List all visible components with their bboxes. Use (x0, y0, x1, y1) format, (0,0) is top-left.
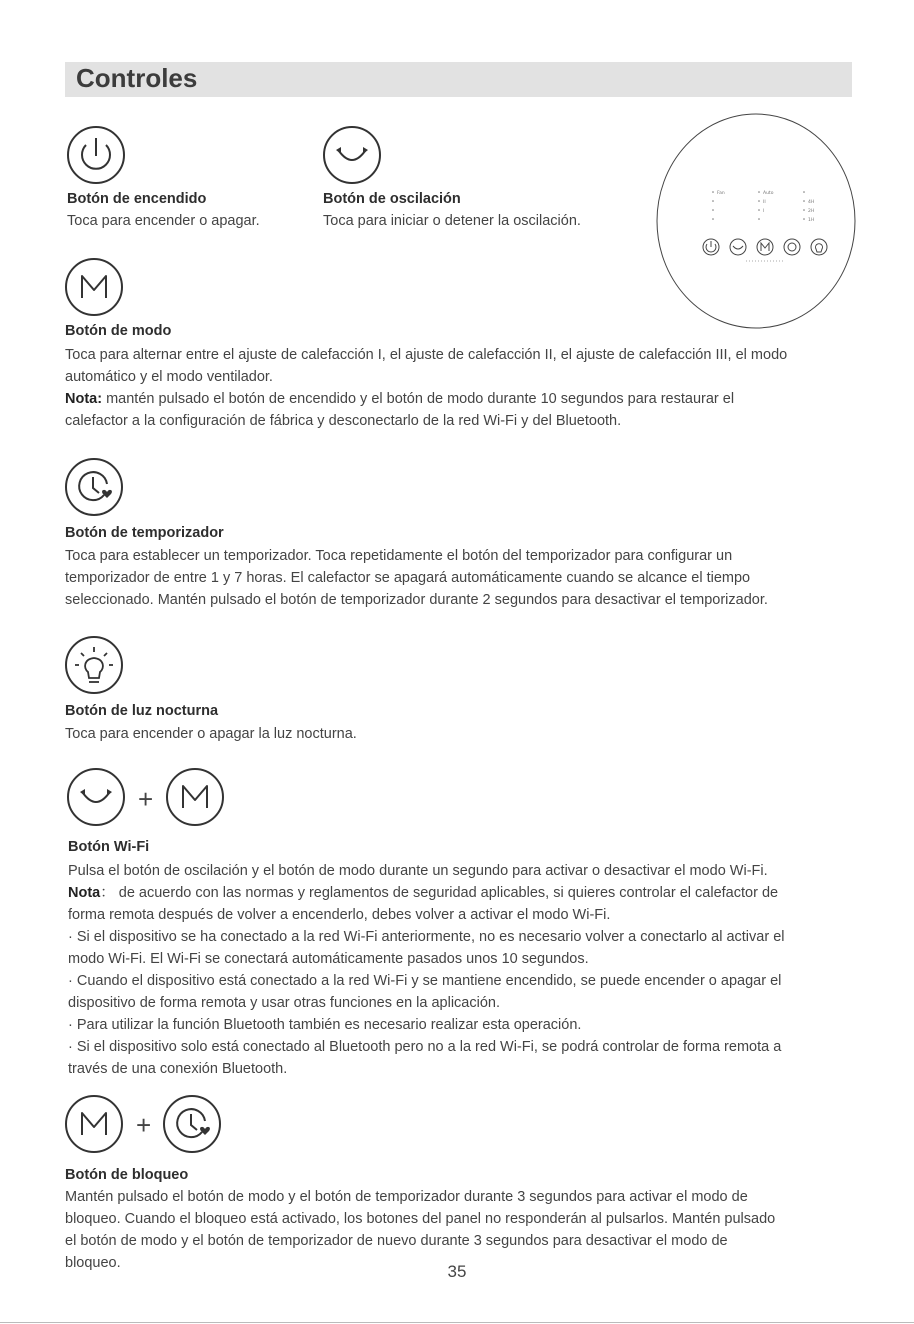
panel-timer-button (784, 239, 800, 255)
oscillation-icon (322, 125, 382, 185)
timer-description: Toca para establecer un temporizador. Toca repetidamente el botón del temporizador para configurar un temporizador de entre 1 y 7 horas. El calefactor se apagará automáticamente cuando se alcance el tiempo seleccionado. Mantén pulsado el botón de temporizador durante 2 segundos para desactivar el temporizador. (65, 548, 768, 608)
power-text: Toca para encender o apagar. (67, 213, 260, 229)
wifi-description: Pulsa el botón de oscilación y el botón de modo durante un segundo para activar o desactivar el modo Wi-Fi. Nota： de acuerdo con las normas y reglamentos de seguridad aplicables, si quieres controlar el calefactor de forma remota después de volver a encenderlo, debes volver a activar el modo Wi-Fi. · Si el dispositivo se ha conectado a la red Wi-Fi anteriormente, no es necesario volver a conectarlo al activar el modo Wi-Fi. El Wi-Fi se conectará automáticamente pasados unos 10 segundos. · Cuando el dispositivo está conectado a la red Wi-Fi y se mantiene encendido, se puede encender o apagar el dispositivo de forma remota y usar otras funciones en la aplicación. · Para utilizar la función Bluetooth también es necesario realizar esta operación. · Si el dispositivo solo está conectado al Bluetooth pero no a la red Wi-Fi, se podrá controlar de forma remota a través de una conexión Bluetooth. (68, 863, 785, 1077)
timer-icon (162, 1094, 222, 1154)
mode-description: Toca para alternar entre el ajuste de calefacción I, el ajuste de calefacción II, el ajuste de calefacción III, el modo automático y el modo ventilador. Nota: mantén pulsado el botón de encendido y el botón de modo durante 10 segundos para restaurar el calefactor a la configuración de fábrica y desconectarlo de la red Wi-Fi y del Bluetooth. (65, 347, 788, 429)
plus-sign: + (138, 784, 154, 814)
page-bottom-divider (0, 1322, 914, 1323)
panel-label-i: I (763, 209, 765, 214)
mode-icon (64, 1094, 124, 1154)
panel-label-ii: II (763, 200, 766, 205)
page-number: 35 (447, 1262, 467, 1281)
power-heading: Botón de encendido (67, 191, 207, 207)
power-icon (66, 125, 126, 185)
page-title: Controles (76, 63, 198, 93)
lock-description: Mantén pulsado el botón de modo y el botón de temporizador durante 3 segundos para activar el modo de bloqueo. Cuando el bloqueo está activado, los botones del panel no responderán al pulsarlos. Mantén pulsado el botón de modo y el botón de temporizador de nuevo durante 3 segundos para desactivar el modo de bloqueo. (65, 1189, 776, 1271)
mode-heading: Botón de modo (65, 323, 172, 339)
panel-label-1h: 1H (808, 218, 815, 223)
timer-icon (64, 457, 124, 517)
mode-icon (165, 767, 225, 827)
night-light-heading: Botón de luz nocturna (65, 703, 219, 719)
night-light-text: Toca para encender o apagar la luz nocturna. (65, 726, 357, 742)
panel-label-4h: 4H (808, 200, 815, 205)
panel-mode-button (757, 239, 773, 255)
panel-oscillation-button (730, 239, 746, 255)
plus-sign: + (136, 1110, 152, 1140)
panel-night-light-button (811, 239, 827, 255)
mode-icon (64, 257, 124, 317)
timer-heading: Botón de temporizador (65, 525, 224, 541)
panel-label-2h: 2H (808, 209, 815, 214)
panel-label-fan: Fan (717, 191, 725, 196)
control-panel-illustration (656, 113, 856, 329)
panel-label-auto: Auto (763, 191, 774, 196)
section-title-bar (65, 62, 852, 97)
oscillation-icon (66, 767, 126, 827)
wifi-heading: Botón Wi-Fi (68, 839, 150, 855)
night-light-icon (64, 635, 124, 695)
lock-heading: Botón de bloqueo (65, 1167, 189, 1183)
oscillation-text: Toca para iniciar o detener la oscilación. (323, 213, 581, 229)
oscillation-heading: Botón de oscilación (323, 191, 461, 207)
